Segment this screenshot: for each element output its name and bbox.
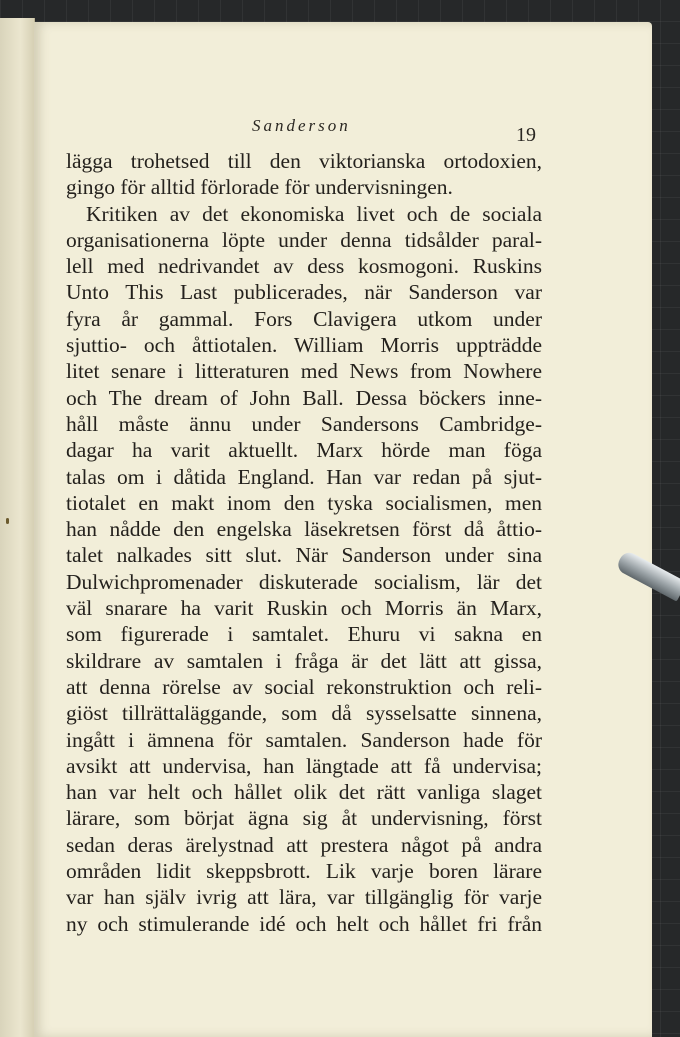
text-line: och The dream of John Ball. Dessa böckers inne-	[66, 385, 542, 410]
text-line: han var helt och hållet olik det rätt vanliga slaget	[66, 780, 542, 805]
text-line: var han själv ivrig att lära, var tillgänglig för varje	[66, 885, 542, 910]
text-line: sedan deras ärelystnad att prestera något på andra	[66, 832, 542, 857]
text-line: väl snarare ha varit Ruskin och Morris än Marx,	[66, 596, 542, 621]
facing-page-edge	[0, 18, 35, 1037]
body-text	[66, 148, 542, 937]
text-line: han nådde den engelska läsekretsen först då åttio-	[66, 517, 542, 542]
text-line: avsikt att undervisa, han längtade att få undervisa;	[66, 753, 542, 778]
text-line: dagar ha varit aktuellt. Marx hörde man föga	[66, 438, 542, 463]
text-line: Dulwichpromenader diskuterade socialism, lär det	[66, 569, 542, 594]
text-line: Unto This Last publicerades, när Sanderson var	[66, 280, 542, 305]
text-line: ny och stimulerande idé och helt och hållet fri från	[66, 911, 542, 936]
text-line: lägga trohetsed till den viktorianska ortodoxien,	[66, 149, 542, 173]
text-line: lärare, som börjat ägna sig åt undervisning, först	[66, 806, 542, 831]
text-line: gingo för alltid förlorade för undervisningen.	[66, 175, 453, 200]
text-line: talet nalkades sitt slut. När Sanderson under sina	[66, 543, 542, 568]
text-line: skildrare av samtalen i fråga är det lätt att gissa,	[66, 648, 542, 673]
text-line: talas om i dåtida England. Han var redan på sjut-	[66, 464, 542, 489]
text-line: litet senare i litteraturen med News from Nowhere	[66, 359, 542, 384]
text-line: fyra år gammal. Fors Clavigera utkom under	[66, 306, 542, 331]
dust-speck	[6, 518, 9, 524]
text-line: giöst tillrättaläggande, som då sysselsatte sinnena,	[66, 701, 542, 726]
text-line: Kritiken av det ekonomiska livet och de sociala	[86, 201, 542, 226]
text-line: håll måste ännu under Sandersons Cambridge-	[66, 411, 542, 436]
book-page	[34, 22, 652, 1037]
page-header	[34, 116, 652, 146]
text-line: områden lidit skeppsbrott. Lik varje boren lärare	[66, 859, 542, 884]
text-line: ingått i ämnena för samtalen. Sanderson hade för	[66, 727, 542, 752]
page-number: 19	[516, 124, 536, 146]
text-line: som figurerade i samtalet. Ehuru vi sakna en	[66, 622, 542, 647]
text-line: lell med nedrivandet av dess kosmogoni. Ruskins	[66, 254, 542, 279]
text-line: att denna rörelse av social rekonstruktion och reli-	[66, 674, 542, 699]
text-line: sjuttio- och åttiotalen. William Morris uppträdde	[66, 333, 542, 358]
running-head: Sanderson	[252, 116, 351, 135]
text-line: organisationerna löpte under denna tidsålder paral-	[66, 227, 542, 252]
text-line: tiotalet en makt inom den tyska socialismen, men	[66, 490, 542, 515]
